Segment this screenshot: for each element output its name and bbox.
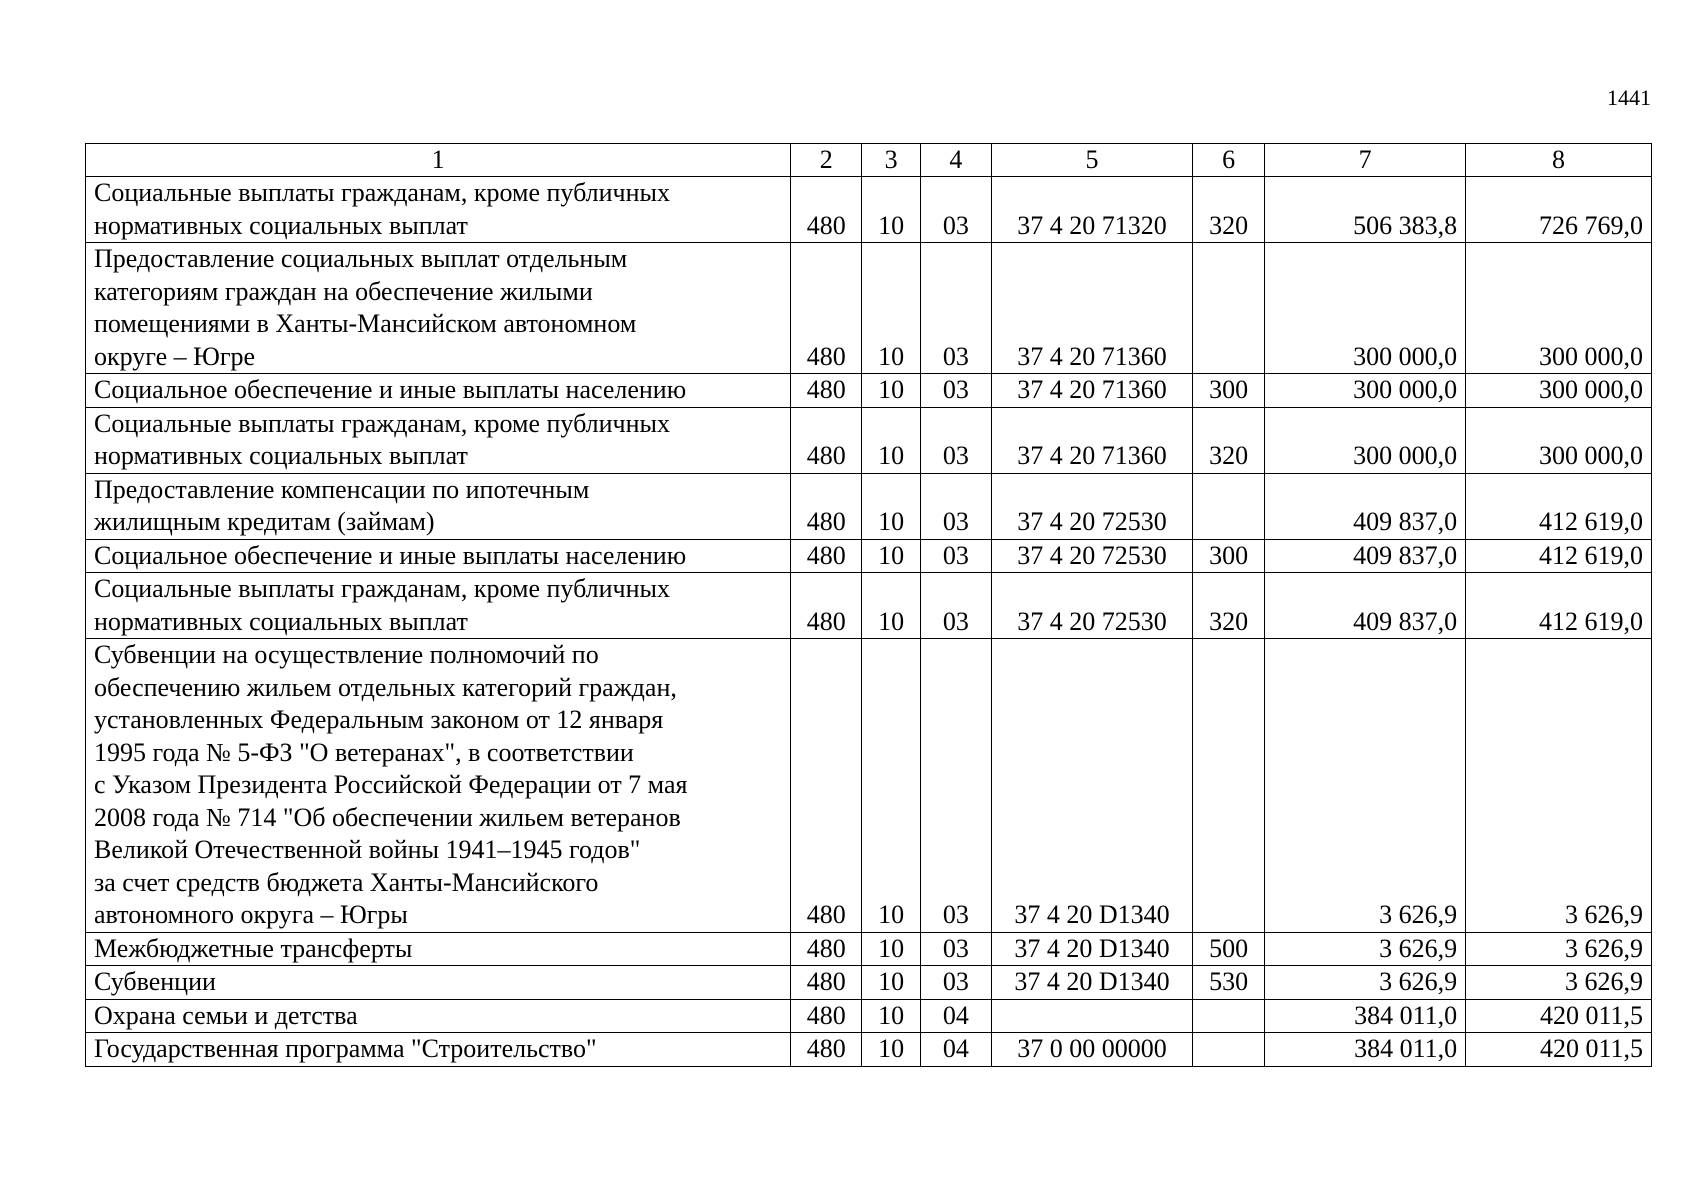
subsection-code-cell: 03	[920, 539, 991, 573]
ministry-code-cell: 480	[791, 177, 862, 243]
amount-year1-cell: 3 626,9	[1265, 966, 1466, 1000]
table-row	[86, 243, 1652, 374]
item-name-cell: Социальные выплаты гражданам, кроме публичных нормативных социальных выплат	[86, 177, 791, 243]
expense-type-cell	[1192, 243, 1264, 374]
target-article-cell: 37 4 20 72530	[992, 539, 1193, 573]
ministry-code-cell: 480	[791, 407, 862, 473]
ministry-code-cell: 480	[791, 932, 862, 966]
target-article-cell: 37 4 20 71360	[992, 243, 1193, 374]
amount-year1-cell: 300 000,0	[1265, 243, 1466, 374]
header-cell: 5	[992, 144, 1193, 177]
table-row	[86, 473, 1652, 539]
item-name-cell: Государственная программа "Строительство"	[86, 1033, 791, 1067]
expense-type-cell: 320	[1192, 407, 1264, 473]
ministry-code-cell: 480	[791, 966, 862, 1000]
amount-year1-cell: 300 000,0	[1265, 374, 1466, 408]
section-code-cell: 10	[862, 1033, 920, 1067]
expense-type-cell: 300	[1192, 374, 1264, 408]
table-row	[86, 932, 1652, 966]
ministry-code-cell: 480	[791, 243, 862, 374]
header-row	[86, 144, 1652, 177]
amount-year1-cell: 3 626,9	[1265, 932, 1466, 966]
target-article-cell: 37 4 20 D1340	[992, 966, 1193, 1000]
target-article-cell: 37 4 20 71360	[992, 407, 1193, 473]
item-name-cell: Межбюджетные трансферты	[86, 932, 791, 966]
table-row	[86, 573, 1652, 639]
table-row	[86, 1033, 1652, 1067]
table-row	[86, 407, 1652, 473]
item-name-cell: Охрана семьи и детства	[86, 999, 791, 1033]
table-row	[86, 177, 1652, 243]
table-row	[86, 966, 1652, 1000]
target-article-cell	[992, 999, 1193, 1033]
table-row	[86, 374, 1652, 408]
section-code-cell: 10	[862, 243, 920, 374]
amount-year2-cell: 412 619,0	[1466, 473, 1652, 539]
ministry-code-cell: 480	[791, 539, 862, 573]
subsection-code-cell: 03	[920, 473, 991, 539]
amount-year2-cell: 726 769,0	[1466, 177, 1652, 243]
item-name-cell: Социальное обеспечение и иные выплаты населению	[86, 539, 791, 573]
target-article-cell: 37 4 20 D1340	[992, 932, 1193, 966]
section-code-cell: 10	[862, 407, 920, 473]
amount-year2-cell: 412 619,0	[1466, 573, 1652, 639]
item-name-cell: Социальные выплаты гражданам, кроме публичных нормативных социальных выплат	[86, 573, 791, 639]
expense-type-cell: 300	[1192, 539, 1264, 573]
header-cell: 1	[86, 144, 791, 177]
subsection-code-cell: 04	[920, 999, 991, 1033]
expense-type-cell: 500	[1192, 932, 1264, 966]
section-code-cell: 10	[862, 932, 920, 966]
table-row	[86, 639, 1652, 933]
section-code-cell: 10	[862, 966, 920, 1000]
header-cell: 4	[920, 144, 991, 177]
amount-year1-cell: 409 837,0	[1265, 539, 1466, 573]
target-article-cell: 37 4 20 71360	[992, 374, 1193, 408]
target-article-cell: 37 4 20 71320	[992, 177, 1193, 243]
target-article-cell: 37 4 20 72530	[992, 473, 1193, 539]
ministry-code-cell: 480	[791, 573, 862, 639]
amount-year2-cell: 3 626,9	[1466, 932, 1652, 966]
header-cell: 8	[1466, 144, 1652, 177]
amount-year2-cell: 300 000,0	[1466, 374, 1652, 408]
target-article-cell: 37 4 20 72530	[992, 573, 1193, 639]
amount-year1-cell: 409 837,0	[1265, 473, 1466, 539]
header-cell: 2	[791, 144, 862, 177]
amount-year2-cell: 420 011,5	[1466, 999, 1652, 1033]
ministry-code-cell: 480	[791, 999, 862, 1033]
page-number: 1441	[1607, 85, 1651, 110]
amount-year1-cell: 300 000,0	[1265, 407, 1466, 473]
item-name-cell: Предоставление социальных выплат отдельным категориям граждан на обеспечение жилыми помещениями в Ханты-Мансийском автономном округе – Югре	[86, 243, 791, 374]
subsection-code-cell: 03	[920, 407, 991, 473]
expense-type-cell: 320	[1192, 573, 1264, 639]
ministry-code-cell: 480	[791, 374, 862, 408]
amount-year1-cell: 384 011,0	[1265, 1033, 1466, 1067]
subsection-code-cell: 03	[920, 573, 991, 639]
subsection-code-cell: 03	[920, 243, 991, 374]
header-cell: 6	[1192, 144, 1264, 177]
expense-type-cell	[1192, 473, 1264, 539]
ministry-code-cell: 480	[791, 639, 862, 933]
subsection-code-cell: 03	[920, 932, 991, 966]
section-code-cell: 10	[862, 374, 920, 408]
target-article-cell: 37 0 00 00000	[992, 1033, 1193, 1067]
section-code-cell: 10	[862, 999, 920, 1033]
table-row	[86, 539, 1652, 573]
item-name-cell: Субвенции на осуществление полномочий по обеспечению жильем отдельных категорий граждан, установленных Федеральным законом от 12 января 1995 года № 5-ФЗ "О ветеранах", в соответствии с Указом Президента Российской Федерации от 7 мая 2008 года № 714 "Об обеспечении жильем ветеранов Великой Отечественной войны 1941–1945 годов" за счет средств бюджета Ханты-Мансийского автономного округа – Югры	[86, 639, 791, 933]
amount-year1-cell: 409 837,0	[1265, 573, 1466, 639]
expense-type-cell	[1192, 999, 1264, 1033]
amount-year2-cell: 412 619,0	[1466, 539, 1652, 573]
item-name-cell: Субвенции	[86, 966, 791, 1000]
ministry-code-cell: 480	[791, 473, 862, 539]
expense-type-cell	[1192, 1033, 1264, 1067]
subsection-code-cell: 03	[920, 177, 991, 243]
table-row	[86, 999, 1652, 1033]
subsection-code-cell: 03	[920, 966, 991, 1000]
subsection-code-cell: 03	[920, 374, 991, 408]
header-cell: 3	[862, 144, 920, 177]
section-code-cell: 10	[862, 539, 920, 573]
section-code-cell: 10	[862, 639, 920, 933]
table-body	[86, 177, 1652, 1067]
budget-table	[85, 143, 1652, 1067]
target-article-cell: 37 4 20 D1340	[992, 639, 1193, 933]
item-name-cell: Социальные выплаты гражданам, кроме публичных нормативных социальных выплат	[86, 407, 791, 473]
expense-type-cell: 320	[1192, 177, 1264, 243]
amount-year2-cell: 300 000,0	[1466, 243, 1652, 374]
section-code-cell: 10	[862, 573, 920, 639]
ministry-code-cell: 480	[791, 1033, 862, 1067]
amount-year1-cell: 3 626,9	[1265, 639, 1466, 933]
amount-year2-cell: 420 011,5	[1466, 1033, 1652, 1067]
expense-type-cell	[1192, 639, 1264, 933]
item-name-cell: Социальное обеспечение и иные выплаты населению	[86, 374, 791, 408]
subsection-code-cell: 04	[920, 1033, 991, 1067]
amount-year2-cell: 300 000,0	[1466, 407, 1652, 473]
header-cell: 7	[1265, 144, 1466, 177]
item-name-cell: Предоставление компенсации по ипотечным жилищным кредитам (займам)	[86, 473, 791, 539]
amount-year1-cell: 384 011,0	[1265, 999, 1466, 1033]
section-code-cell: 10	[862, 177, 920, 243]
section-code-cell: 10	[862, 473, 920, 539]
expense-type-cell: 530	[1192, 966, 1264, 1000]
amount-year1-cell: 506 383,8	[1265, 177, 1466, 243]
subsection-code-cell: 03	[920, 639, 991, 933]
amount-year2-cell: 3 626,9	[1466, 966, 1652, 1000]
amount-year2-cell: 3 626,9	[1466, 639, 1652, 933]
